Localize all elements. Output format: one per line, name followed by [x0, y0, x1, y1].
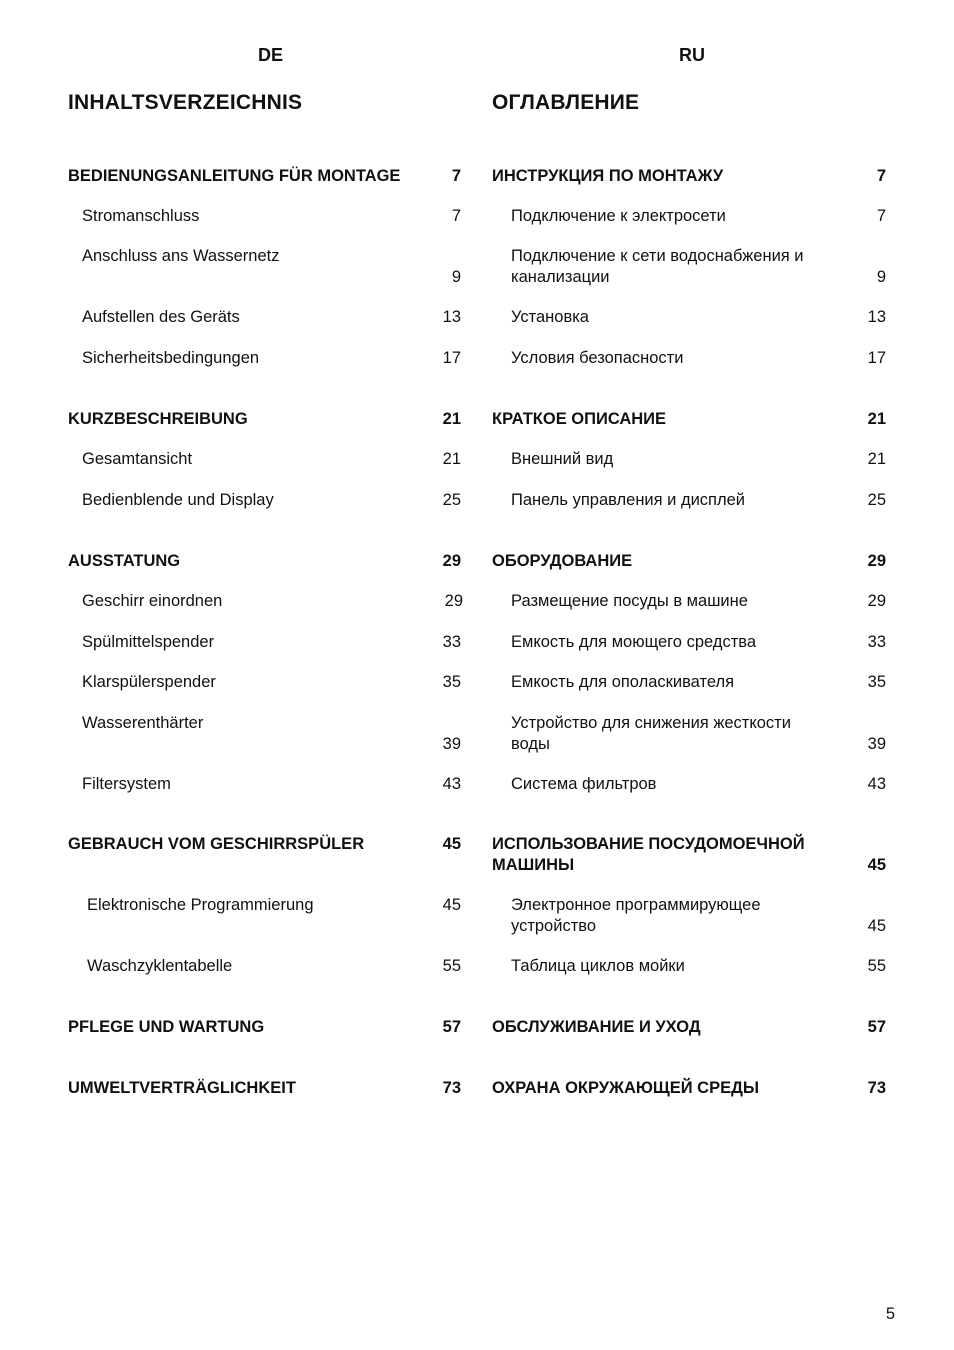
- toc-section: BEDIENUNGSANLEITUNG FÜR MONTAGE 7: [68, 167, 461, 185]
- toc-item: Bedienblende und Display 25: [82, 491, 461, 509]
- toc-item: Подключение к электросети 7: [511, 207, 886, 225]
- toc-title-ru: ОГЛАВЛЕНИЕ: [492, 91, 640, 114]
- page-number: 5: [885, 1305, 895, 1323]
- toc-item: Wasserenthärter 39: [82, 714, 461, 753]
- toc-section: КРАТКОЕ ОПИСАНИЕ 21: [492, 410, 886, 428]
- toc-item: Waschzyklentabelle 55: [87, 957, 461, 975]
- toc-section: PFLEGE UND WARTUNG 57: [68, 1018, 461, 1036]
- toc-item: Elektronische Programmierung 45: [87, 896, 461, 914]
- toc-item: Filtersystem 43: [82, 775, 461, 793]
- toc-section: ИНСТРУКЦИЯ ПО МОНТАЖУ 7: [492, 167, 886, 185]
- toc-item: Подключение к сети водоснабжения и канализации 9: [511, 247, 886, 286]
- toc-item: Внешний вид 21: [511, 450, 886, 468]
- toc-section: KURZBESCHREIBUNG 21: [68, 410, 461, 428]
- toc-item: Электронное программирующее устройство 45: [511, 896, 886, 935]
- toc-item: Gesamtansicht 21: [82, 450, 461, 468]
- toc-item: Таблица циклов мойки 55: [511, 957, 886, 975]
- toc-item: Aufstellen des Geräts 13: [82, 308, 461, 326]
- toc-section: ИСПОЛЬЗОВАНИЕ ПОСУДОМОЕЧНОЙ МАШИНЫ 45: [492, 835, 886, 874]
- toc-item: Geschirr einordnen 29: [82, 592, 463, 610]
- language-code-ru: RU: [679, 45, 705, 65]
- toc-item: Stromanschluss 7: [82, 207, 461, 225]
- toc-item: Устройство для снижения жесткости воды 39: [511, 714, 886, 753]
- toc-section: ОБОРУДОВАНИЕ 29: [492, 552, 886, 570]
- toc-item: Условия безопасности 17: [511, 349, 886, 367]
- toc-item: Система фильтров 43: [511, 775, 886, 793]
- language-code-de: DE: [258, 45, 284, 65]
- toc-item: Sicherheitsbedingungen 17: [82, 349, 461, 367]
- toc-item: Установка 13: [511, 308, 886, 326]
- toc-list-de: [68, 166, 461, 1118]
- toc-item: Емкость для ополаскивателя 35: [511, 673, 886, 691]
- toc-list-ru: [492, 166, 886, 1118]
- toc-item: Anschluss ans Wassernetz 9: [82, 247, 461, 286]
- toc-item: Spülmittelspender 33: [82, 633, 461, 651]
- toc-section: GEBRAUCH VOM GESCHIRRSPÜLER 45: [68, 835, 461, 853]
- toc-section: ОХРАНА ОКРУЖАЮЩЕЙ СРЕДЫ 73: [492, 1079, 886, 1097]
- toc-section: AUSSTATUNG 29: [68, 552, 461, 570]
- toc-item: Емкость для моющего средства 33: [511, 633, 886, 651]
- toc-item: Klarspülerspender 35: [82, 673, 461, 691]
- toc-title-de: INHALTSVERZEICHNIS: [68, 91, 303, 114]
- toc-item: Панель управления и дисплей 25: [511, 491, 886, 509]
- toc-section: ОБСЛУЖИВАНИЕ И УХОД 57: [492, 1018, 886, 1036]
- toc-section: UMWELTVERTRÄGLICHKEIT 73: [68, 1079, 461, 1097]
- toc-item: Размещение посуды в машине 29: [511, 592, 886, 610]
